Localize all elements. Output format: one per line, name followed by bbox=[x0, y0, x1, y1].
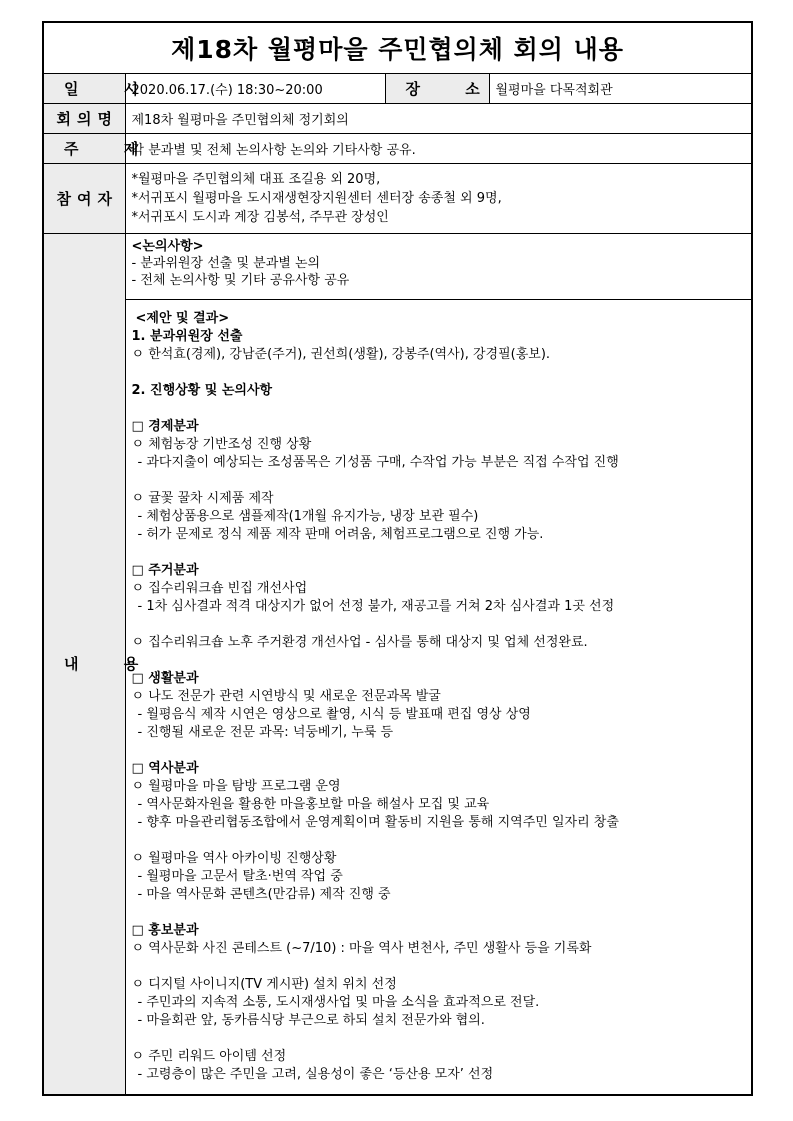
history-line: - 마을 역사문화 콘텐츠(만감류) 제작 진행 중 bbox=[137, 887, 391, 902]
economy-subcommittee-title: □ 경제분과 bbox=[131, 419, 199, 434]
promo-line: - 고령층이 많은 주민을 고려, 실용성이 좋은 ‘등산용 모자’ 선정 bbox=[137, 1067, 494, 1082]
history-line: - 역사문화자원을 활용한 마을홍보할 마을 해설사 모집 및 교육 bbox=[137, 797, 490, 812]
attendee-line: *월평마을 주민협의체 대표 조길용 외 20명, bbox=[131, 172, 381, 187]
promo-line: - 주민과의 지속적 소통, 도시재생사업 및 마을 소식을 효과적으로 전달. bbox=[137, 995, 540, 1010]
agenda-item: - 전체 논의사항 및 기타 공유사항 공유 bbox=[131, 273, 350, 288]
history-line: ㅇ 월평마을 마을 탐방 프로그램 운영 bbox=[131, 779, 341, 794]
economy-line: - 과다지출이 예상되는 조성품목은 기성품 구매, 수작업 가능 부분은 직접 수작업 진행 bbox=[137, 455, 619, 470]
section-1-line: ㅇ 한석효(경제), 강남준(주거), 권선희(생활), 강봉주(역사), 강경필(홍보). bbox=[131, 347, 551, 362]
place-label: 장 소 bbox=[385, 74, 489, 104]
date-label: 일 시 bbox=[43, 74, 125, 104]
date-value: 2020.06.17.(수) 18:30~20:00 bbox=[125, 74, 385, 104]
housing-line: - 1차 심사결과 적격 대상지가 없어 선정 불가, 재공고를 거쳐 2차 심사결과 1곳 선정 bbox=[137, 599, 615, 614]
economy-line: - 체험상품용으로 샘플제작(1개월 유지가능, 냉장 보관 필수) bbox=[137, 509, 479, 524]
promo-line: ㅇ 디지털 사이니지(TV 게시판) 설치 위치 선정 bbox=[131, 977, 397, 992]
economy-line: ㅇ 귤꽃 꿀차 시제품 제작 bbox=[131, 491, 274, 506]
history-line: - 월평마을 고문서 탈초·번역 작업 중 bbox=[137, 869, 343, 884]
living-subcommittee-title: □ 생활분과 bbox=[131, 671, 199, 686]
results-heading: <제안 및 결과> bbox=[135, 311, 230, 326]
topic-value: 각 분과별 및 전체 논의사항 논의와 기타사항 공유. bbox=[125, 134, 752, 164]
meeting-name-label: 회의명 bbox=[43, 104, 125, 134]
history-line: - 향후 마을관리협동조합에서 운영계획이며 활동비 지원을 통해 지역주민 일자리 창출 bbox=[137, 815, 619, 830]
results-section bbox=[125, 300, 752, 1095]
promo-line: ㅇ 역사문화 사진 콘테스트 (~7/10) : 마을 역사 변천사, 주민 생활사 등을 기록화 bbox=[131, 941, 592, 956]
topic-label: 주 제 bbox=[43, 134, 125, 164]
promo-line: ㅇ 주민 리워드 아이템 선정 bbox=[131, 1049, 287, 1064]
agenda-item: - 분과위원장 선출 및 분과별 논의 bbox=[131, 256, 321, 271]
attendees-list bbox=[125, 164, 752, 234]
economy-line: ㅇ 체험농장 기반조성 진행 상황 bbox=[131, 437, 312, 452]
living-line: - 월평음식 제작 시연은 영상으로 촬영, 시식 등 발표때 편집 영상 상영 bbox=[137, 707, 531, 722]
history-subcommittee-title: □ 역사분과 bbox=[131, 761, 199, 776]
living-line: - 진행될 새로운 전문 과목: 넉둥베기, 누룩 등 bbox=[137, 725, 394, 740]
promo-line: - 마을회관 앞, 동카름식당 부근으로 하되 설치 전문가와 협의. bbox=[137, 1013, 485, 1028]
meeting-minutes-table bbox=[42, 21, 753, 1096]
agenda-section bbox=[125, 234, 752, 300]
promo-subcommittee-title: □ 홍보분과 bbox=[131, 923, 199, 938]
housing-subcommittee-title: □ 주거분과 bbox=[131, 563, 199, 578]
attendees-label: 참여자 bbox=[43, 164, 125, 234]
section-1-title: 1. 분과위원장 선출 bbox=[131, 329, 243, 344]
document-title: 제18차 월평마을 주민협의체 회의 내용 bbox=[43, 22, 752, 74]
housing-line: ㅇ 집수리워크숍 노후 주거환경 개선사업 - 심사를 통해 대상지 및 업체 선정완료. bbox=[131, 635, 588, 650]
history-line: ㅇ 월평마을 역사 아카이빙 진행상황 bbox=[131, 851, 337, 866]
attendee-line: *서귀포시 월평마을 도시재생현장지원센터 센터장 송종철 외 9명, bbox=[131, 191, 502, 206]
attendee-line: *서귀포시 도시과 계장 김봉석, 주무관 장성인 bbox=[131, 210, 389, 225]
content-label: 내 용 bbox=[43, 234, 125, 1095]
economy-line: - 허가 문제로 정식 제품 제작 판매 어려움, 체험프로그램으로 진행 가능. bbox=[137, 527, 544, 542]
housing-line: ㅇ 집수리워크숍 빈집 개선사업 bbox=[131, 581, 308, 596]
living-line: ㅇ 나도 전문가 관련 시연방식 및 새로운 전문과목 발굴 bbox=[131, 689, 441, 704]
meeting-name-value: 제18차 월평마을 주민협의체 정기회의 bbox=[125, 104, 752, 134]
place-value: 월평마을 다목적회관 bbox=[489, 74, 752, 104]
section-2-title: 2. 진행상황 및 논의사항 bbox=[131, 383, 273, 398]
agenda-heading: <논의사항> bbox=[131, 239, 204, 254]
